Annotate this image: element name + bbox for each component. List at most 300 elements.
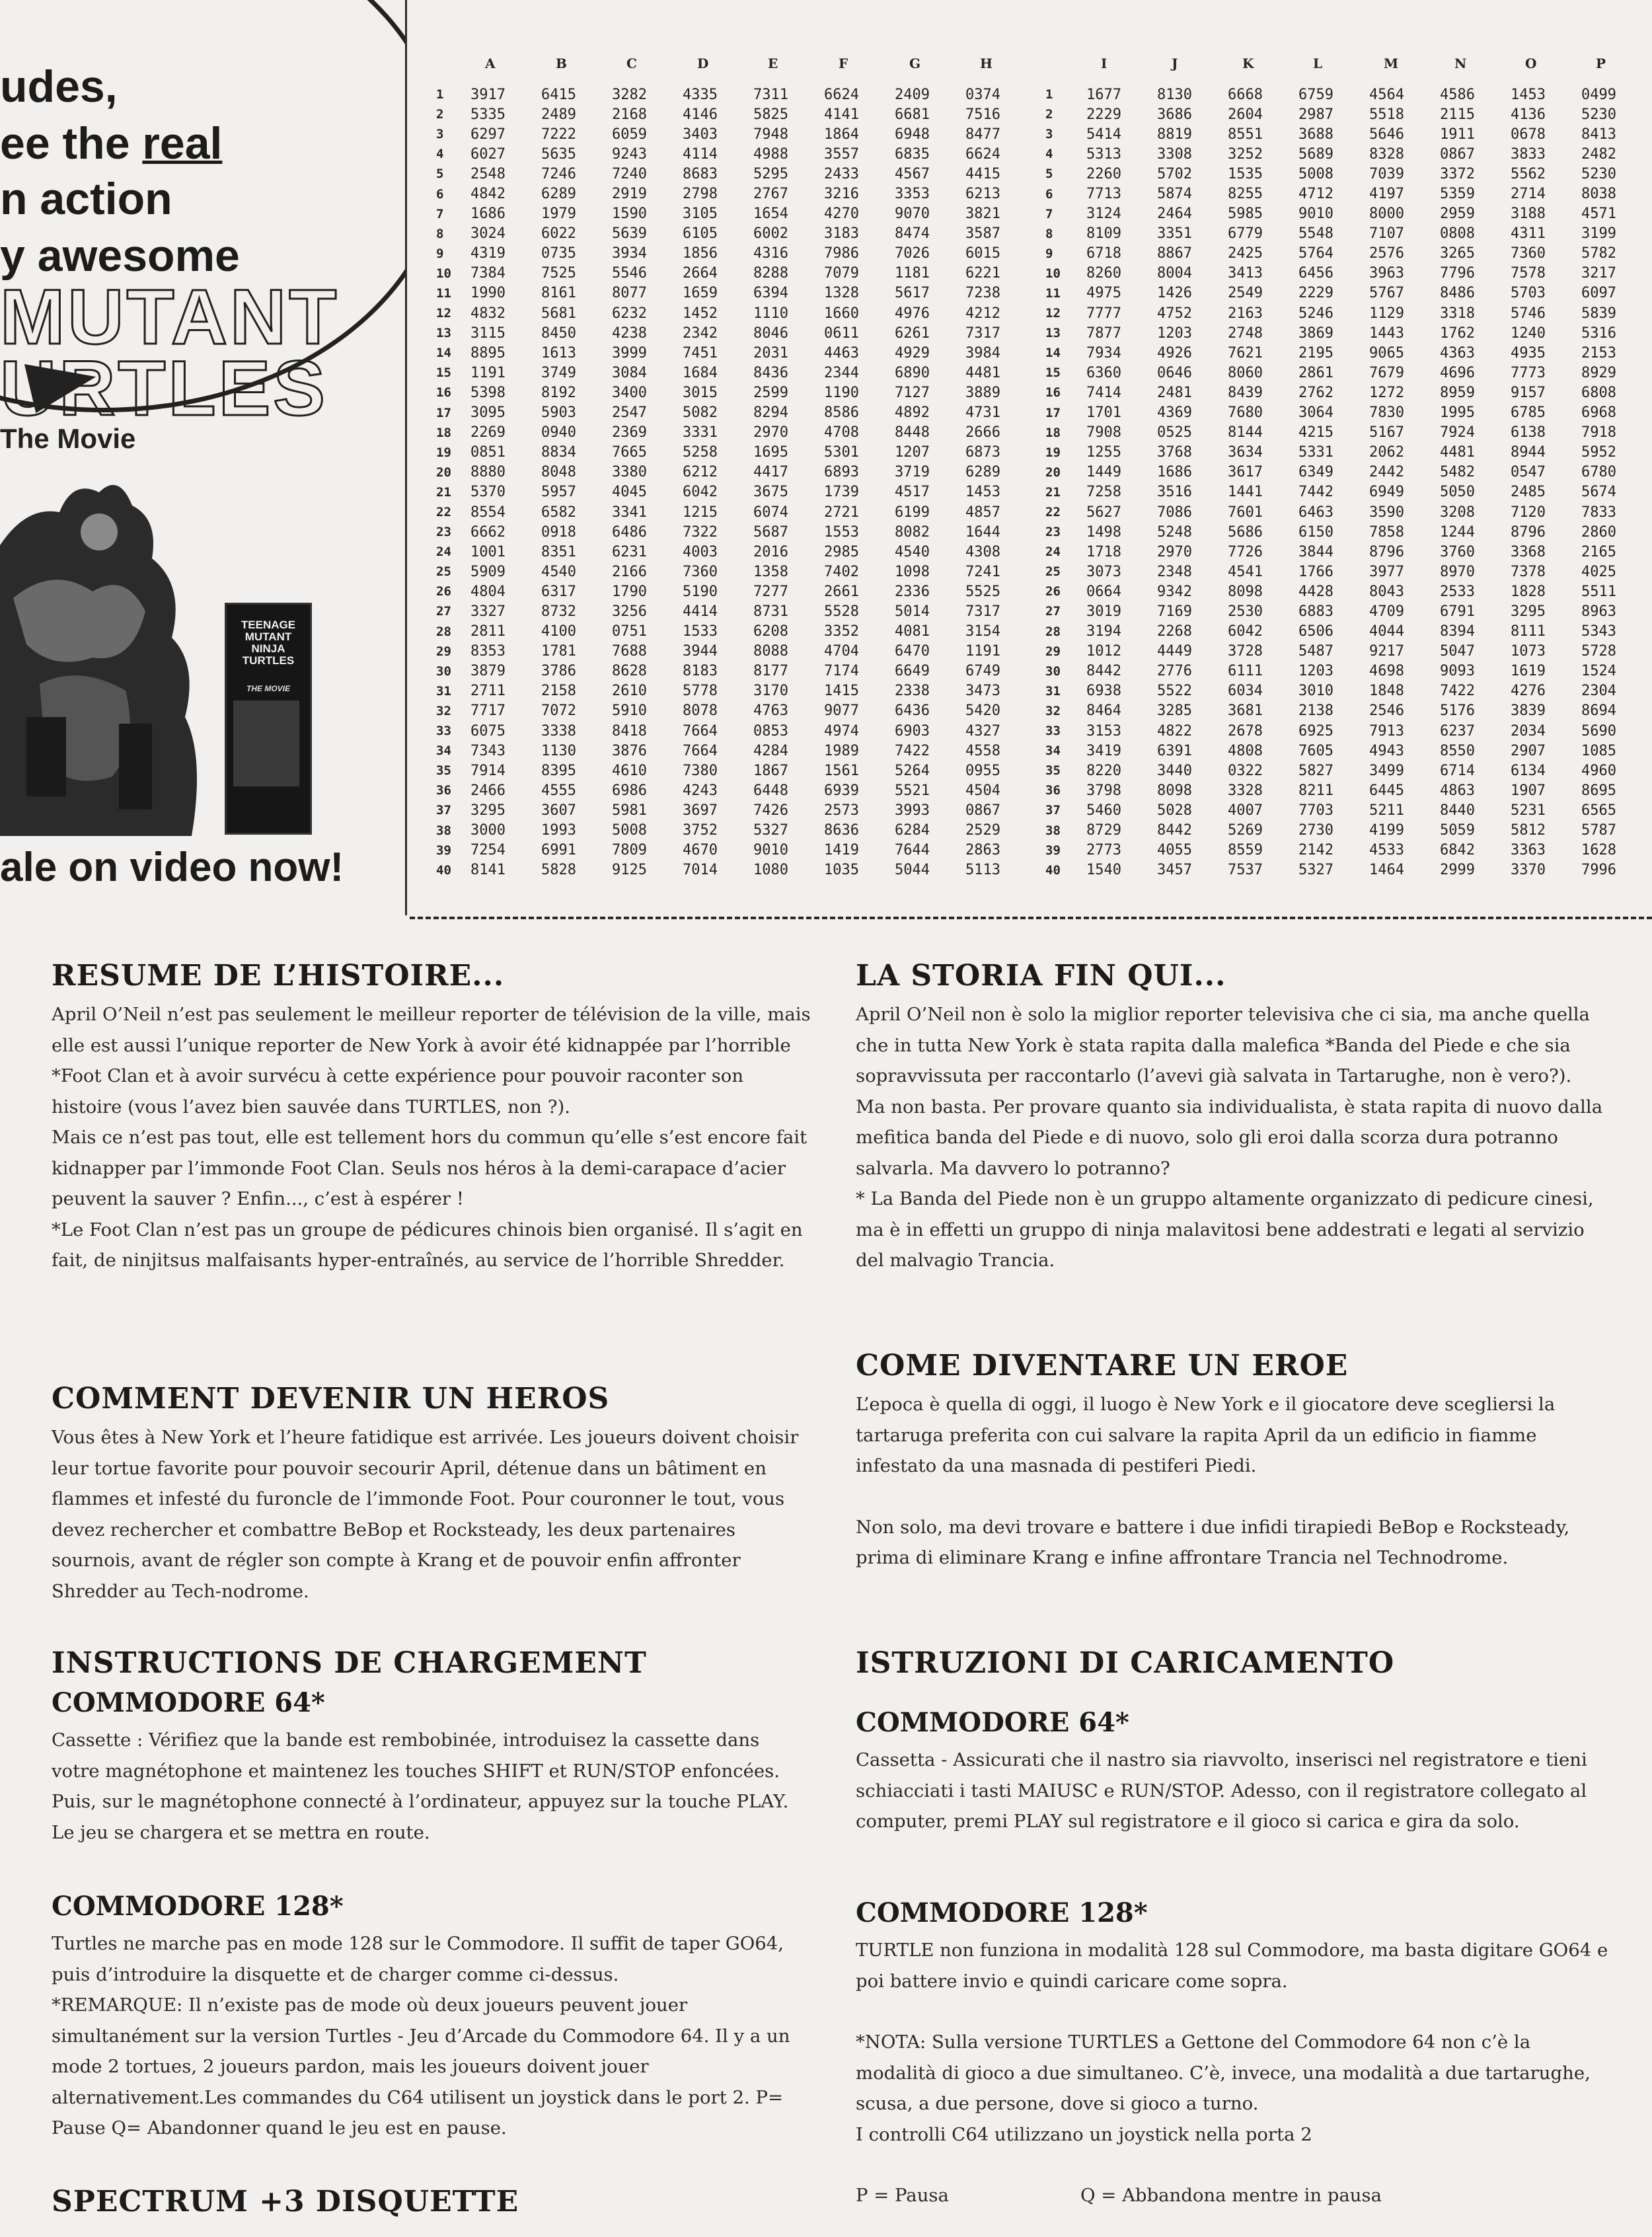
code-cell: 5331 [1298,444,1333,461]
code-cell: 4555 [541,782,576,799]
code-cell: 4988 [753,145,788,163]
code-cell: 3019 [1086,603,1121,620]
code-cell: 6394 [753,285,788,302]
code-cell: 6949 [1369,484,1404,501]
code-cell: 1684 [683,364,718,381]
code-cell: 3265 [1440,245,1475,262]
code-cell: 2730 [1298,822,1333,839]
code-cell: 4238 [612,324,647,342]
code-cell: 5176 [1440,702,1475,720]
code-cell: 5248 [1157,523,1192,541]
code-cell: 4975 [1086,285,1121,302]
code-cell: 1524 [1581,663,1616,680]
code-cell: 1203 [1298,663,1333,680]
code-cell: 7222 [541,126,576,143]
code-cell: 7026 [895,245,930,262]
code-cell: 0611 [824,324,859,342]
code-cell: 8796 [1369,543,1404,560]
code-cell: 0547 [1511,464,1546,481]
promo-emphasis: real [142,118,223,169]
code-cell: 1659 [683,285,718,302]
code-cell: 3368 [1511,543,1546,560]
code-cell: 8098 [1157,782,1192,799]
code-cell: 5230 [1581,165,1616,182]
row-number: 31 [436,683,451,699]
code-cell: 5981 [612,802,647,819]
code-cell: 3154 [965,623,1000,640]
code-cell: 6668 [1228,86,1263,103]
code-cell: 4533 [1369,842,1404,859]
code-row [436,701,1652,721]
code-cell: 0646 [1157,364,1192,381]
code-row [436,562,1652,582]
code-cell: 5295 [753,165,788,182]
code-cell: 6986 [612,782,647,799]
code-cell: 4463 [824,344,859,361]
code-cell: 1452 [683,305,718,322]
c128-paragraph-fr-2: *REMARQUE: Il n’existe pas de mode où deux joueurs peuvent jouer simultanément sur la version Turtles - Jeu d’Arcade du Commodore 64. Il y a un mode 2 tortues, 2 joueurs pardon, mais les joueurs doivent jouer alternativement.Les commandes du C64 utilisent un joystick dans le port 2. P= Pause Q= Abandonner quand le jeu est en pause. [52,1994,790,2139]
storia-heading: LA STORIA FIN QUI... [856,959,1226,993]
code-cell: 6463 [1298,504,1333,521]
code-cell: 4822 [1157,722,1192,739]
code-cell: 5316 [1581,324,1616,342]
code-cell: 1073 [1511,643,1546,660]
code-cell: 1848 [1369,683,1404,700]
code-cell: 5782 [1581,245,1616,262]
code-cell: 4763 [753,702,788,720]
code-cell: 6582 [541,504,576,521]
code-cell: 5617 [895,285,930,302]
row-number: 20 [436,465,451,480]
code-cell: 7680 [1228,404,1263,422]
code-row [436,860,1652,880]
row-number: 29 [436,644,451,659]
code-cell: 4363 [1440,344,1475,361]
code-cell: 2711 [470,683,506,700]
code-cell: 1191 [965,643,1000,660]
column-header: I [1101,56,1108,71]
code-cell: 3798 [1086,782,1121,799]
code-cell: 2163 [1228,305,1263,322]
row-number: 9 [1045,246,1053,261]
code-cell: 5082 [683,404,718,422]
code-cell: 8141 [470,862,506,879]
code-cell: 4197 [1369,186,1404,203]
code-cell: 1907 [1511,782,1546,799]
code-cell: 5787 [1581,822,1616,839]
code-cell: 3440 [1157,762,1192,779]
code-row [436,502,1652,522]
code-cell: 7120 [1511,504,1546,521]
code-cell: 4415 [965,165,1000,182]
code-cell: 6297 [470,126,506,143]
code-cell: 5681 [541,305,576,322]
code-cell: 2529 [965,822,1000,839]
code-cell: 5548 [1298,225,1333,243]
code-cell: 4976 [895,305,930,322]
code-cell: 4100 [541,623,576,640]
code-cell: 1619 [1511,663,1546,680]
code-cell: 8048 [541,464,576,481]
code-cell: 3752 [683,822,718,839]
code-cell: 5985 [1228,206,1263,223]
code-cell: 0853 [753,722,788,739]
code-cell: 3170 [753,683,788,700]
logo-turtles: URTLES [0,345,328,432]
row-number: 6 [1045,186,1053,202]
code-cell: 5343 [1581,623,1616,640]
code-cell: 2548 [470,165,506,182]
code-cell: 6138 [1511,424,1546,441]
code-cell: 8944 [1511,444,1546,461]
code-cell: 3400 [612,384,647,401]
code-cell: 1990 [470,285,506,302]
promo-line-1: udes, [0,61,118,112]
code-cell: 5370 [470,484,506,501]
code-row [436,264,1652,284]
code-cell: 8796 [1511,523,1546,541]
code-cell: 6842 [1440,842,1475,859]
code-cell: 1215 [683,504,718,521]
code-cell: 3095 [470,404,506,422]
code-cell: 6289 [965,464,1000,481]
code-cell: 5420 [965,702,1000,720]
code-cell: 3719 [895,464,930,481]
code-cell: 4808 [1228,742,1263,759]
code-cell: 0751 [612,623,647,640]
code-cell: 4146 [683,106,718,123]
row-number: 25 [436,564,451,580]
code-cell: 8098 [1228,583,1263,600]
code-row [436,622,1652,642]
code-cell: 0499 [1581,86,1616,103]
code-cell: 8442 [1157,822,1192,839]
code-cell: 4308 [965,543,1000,560]
code-cell: 7525 [541,265,576,282]
code-cell: 5482 [1440,464,1475,481]
row-number: 9 [436,246,444,261]
code-cell: 1244 [1440,523,1475,541]
code-cell: 7360 [683,563,718,580]
code-cell: 7809 [612,842,647,859]
row-number: 1 [1045,87,1053,102]
code-cell: 1540 [1086,862,1121,879]
resume-paragraph-3: *Le Foot Clan n’est pas un groupe de pédicures chinois bien organisé. Il s’agit en fait, de ninjitsus malfaisants hyper-entraînés, au service de l’horrible Shredder. [52,1219,803,1271]
hero-section-fr [52,1381,811,1607]
code-cell: 3499 [1369,762,1404,779]
promo-tagline: ale on video now! [0,845,344,890]
code-cell: 4276 [1511,683,1546,700]
code-cell: 6681 [895,106,930,123]
code-cell: 1979 [541,206,576,223]
code-cell: 1660 [824,305,859,322]
code-cell: 2031 [753,344,788,361]
code-cell: 4311 [1511,225,1546,243]
code-cell: 0735 [541,245,576,262]
code-cell: 3216 [824,186,859,203]
row-number: 18 [1045,425,1061,440]
row-number: 11 [1045,285,1061,301]
code-cell: 5690 [1581,722,1616,739]
code-cell: 8109 [1086,225,1121,243]
code-cell: 8288 [753,265,788,282]
code-cell: 4428 [1298,583,1333,600]
code-cell: 8183 [683,663,718,680]
code-cell: 8046 [753,324,788,342]
code-cell: 4136 [1511,106,1546,123]
code-cell: 6893 [824,464,859,481]
code-cell: 9243 [612,145,647,163]
column-header: N [1454,56,1467,71]
row-number: 12 [1045,306,1061,321]
code-cell: 8000 [1369,206,1404,223]
promo-line-3: n action [0,174,172,224]
code-cell: 1415 [824,683,859,700]
code-cell: 3634 [1228,444,1263,461]
pause-key: P = Pausa [856,2185,949,2206]
code-cell: 2062 [1369,444,1404,461]
code-cell: 8450 [541,324,576,342]
code-cell: 8636 [824,822,859,839]
code-cell: 7948 [753,126,788,143]
code-cell: 3341 [612,504,647,521]
eroe-section [856,1348,1616,1573]
code-cell: 6486 [612,523,647,541]
code-row [436,164,1652,184]
code-cell: 1449 [1086,464,1121,481]
code-cell: 1001 [470,543,506,560]
code-cell: 6415 [541,86,576,103]
code-cell: 1464 [1369,862,1404,879]
code-cell: 8260 [1086,265,1121,282]
code-cell: 0525 [1157,424,1192,441]
row-number: 30 [1045,664,1061,679]
code-cell: 7578 [1511,265,1546,282]
code-cell: 2485 [1511,484,1546,501]
column-header: P [1596,56,1606,71]
code-cell: 3194 [1086,623,1121,640]
code-cell: 1190 [824,384,859,401]
code-cell: 3557 [824,145,859,163]
code-cell: 5246 [1298,305,1333,322]
code-cell: 3675 [753,484,788,501]
code-cell: 5264 [895,762,930,779]
code-cell: 7402 [824,563,859,580]
row-number: 36 [436,783,451,798]
code-cell: 7360 [1511,245,1546,262]
code-cell: 2959 [1440,206,1475,223]
code-cell: 7986 [824,245,859,262]
code-cell: 3370 [1511,862,1546,879]
code-cell: 6448 [753,782,788,799]
row-number: 2 [1045,107,1053,122]
code-cell: 4044 [1369,623,1404,640]
code-cell: 4804 [470,583,506,600]
row-number: 15 [436,365,451,381]
code-cell: 3208 [1440,504,1475,521]
code-cell: 4316 [753,245,788,262]
code-cell: 2034 [1511,722,1546,739]
vhs-cover-art [233,701,299,786]
code-cell: 2678 [1228,722,1263,739]
code-cell: 8144 [1228,424,1263,441]
code-cell: 3380 [612,464,647,481]
code-cell: 1129 [1369,305,1404,322]
code-cell: 3124 [1086,206,1121,223]
code-cell: 6883 [1298,603,1333,620]
code-cell: 7858 [1369,523,1404,541]
column-header: K [1242,56,1254,71]
code-cell: 3876 [612,742,647,759]
code-cell: 4369 [1157,404,1192,422]
code-cell: 5546 [612,265,647,282]
code-cell: 7254 [470,842,506,859]
code-cell: 2489 [541,106,576,123]
code-cell: 4974 [824,722,859,739]
code-cell: 6445 [1369,782,1404,799]
code-cell: 3015 [683,384,718,401]
code-cell: 7246 [541,165,576,182]
row-number: 39 [1045,843,1061,858]
code-cell: 8464 [1086,702,1121,720]
code-cell: 4319 [470,245,506,262]
code-cell: 7830 [1369,404,1404,422]
column-header: J [1172,56,1178,71]
code-cell: 9342 [1157,583,1192,600]
code-row [436,244,1652,264]
code-cell: 5414 [1086,126,1121,143]
row-number: 22 [436,505,451,520]
row-number: 34 [1045,743,1061,759]
resume-paragraph-1: April O’Neil n’est pas seulement le meilleur reporter de télévision de la ville, mais elle est aussi l’unique reporter de New York à avoir été kidnappée par l’horrible *Foot Clan et à avoir survécu à cette expérience pour pouvoir raconter son histoire (vous l’avez bien sauvée dans TURTLES, non ?). [52,1004,811,1118]
code-cell: 6808 [1581,384,1616,401]
code-cell: 4571 [1581,206,1616,223]
spectrum-section-fr [52,2184,811,2225]
code-cell: 8695 [1581,782,1616,799]
code-cell: 8550 [1440,742,1475,759]
row-number: 6 [436,186,444,202]
code-cell: 5522 [1157,683,1192,700]
code-row [436,224,1652,244]
code-cell: 2138 [1298,702,1333,720]
row-number: 17 [436,405,451,420]
code-cell: 7442 [1298,484,1333,501]
code-cell: 8351 [541,543,576,560]
code-cell: 4517 [895,484,930,501]
code-cell: 2348 [1157,563,1192,580]
code-cell: 3282 [612,86,647,103]
movie-promo-panel [0,0,406,922]
code-cell: 2919 [612,186,647,203]
row-number: 40 [436,862,451,878]
code-cell: 3749 [541,364,576,381]
code-cell: 2546 [1369,702,1404,720]
code-cell: 5460 [1086,802,1121,819]
code-row [436,363,1652,383]
code-cell: 5778 [683,683,718,700]
code-cell: 5767 [1369,285,1404,302]
code-cell: 1993 [541,822,576,839]
code-cell: 4504 [965,782,1000,799]
code-cell: 5167 [1369,424,1404,441]
code-cell: 4541 [1228,563,1263,580]
code-cell: 3199 [1581,225,1616,243]
code-cell: 2970 [753,424,788,441]
column-header: E [768,56,778,71]
code-cell: 4610 [612,762,647,779]
code-cell: 2604 [1228,106,1263,123]
row-number: 2 [436,107,444,122]
code-cell: 2115 [1440,106,1475,123]
code-cell: 5211 [1369,802,1404,819]
code-cell: 2336 [895,583,930,600]
code-cell: 5952 [1581,444,1616,461]
code-cell: 8211 [1298,782,1333,799]
code-cell: 4943 [1369,742,1404,759]
code-cell: 2168 [612,106,647,123]
code-cell: 5686 [1228,523,1263,541]
code-cell: 1419 [824,842,859,859]
row-number: 23 [1045,525,1061,540]
code-cell: 2268 [1157,623,1192,640]
code-cell: 7322 [683,523,718,541]
code-cell: 3084 [612,364,647,381]
code-row [436,423,1652,443]
column-spacer [436,56,470,85]
code-cell: 3256 [612,603,647,620]
code-cell: 4567 [895,165,930,182]
code-cell: 3934 [612,245,647,262]
code-cell: 4327 [965,722,1000,739]
code-cell: 2229 [1298,285,1333,302]
code-cell: 8060 [1228,364,1263,381]
promo-line-2: ee the real [0,118,223,169]
code-cell: 1790 [612,583,647,600]
code-cell: 4199 [1369,822,1404,839]
code-cell: 6213 [965,186,1000,203]
code-cell: 2433 [824,165,859,182]
logo-subtitle: The Movie [0,423,136,454]
code-cell: 7796 [1440,265,1475,282]
code-cell: 4752 [1157,305,1192,322]
code-cell: 2466 [470,782,506,799]
code-row [436,204,1652,224]
code-cell: 5044 [895,862,930,879]
cut-line-dashed [410,917,1652,919]
code-cell: 7621 [1228,344,1263,361]
code-cell: 1856 [683,245,718,262]
code-cell: 8192 [541,384,576,401]
code-cell: 6391 [1157,742,1192,759]
code-cell: 2481 [1157,384,1192,401]
code-cell: 1613 [541,344,576,361]
code-row [436,403,1652,423]
code-cell: 6027 [470,145,506,163]
code-cell: 1781 [541,643,576,660]
code-cell: 4055 [1157,842,1192,859]
code-row [436,681,1652,701]
row-number: 38 [1045,823,1061,838]
code-cell: 1098 [895,563,930,580]
code-cell: 2260 [1086,165,1121,182]
logo-mutant: MUTANT [0,274,340,361]
eroe-heading: COME DIVENTARE UN EROE [856,1349,1349,1383]
code-cell: 6075 [470,722,506,739]
code-cell: 1628 [1581,842,1616,859]
code-row [436,343,1652,363]
code-cell: 3073 [1086,563,1121,580]
code-row [436,482,1652,502]
